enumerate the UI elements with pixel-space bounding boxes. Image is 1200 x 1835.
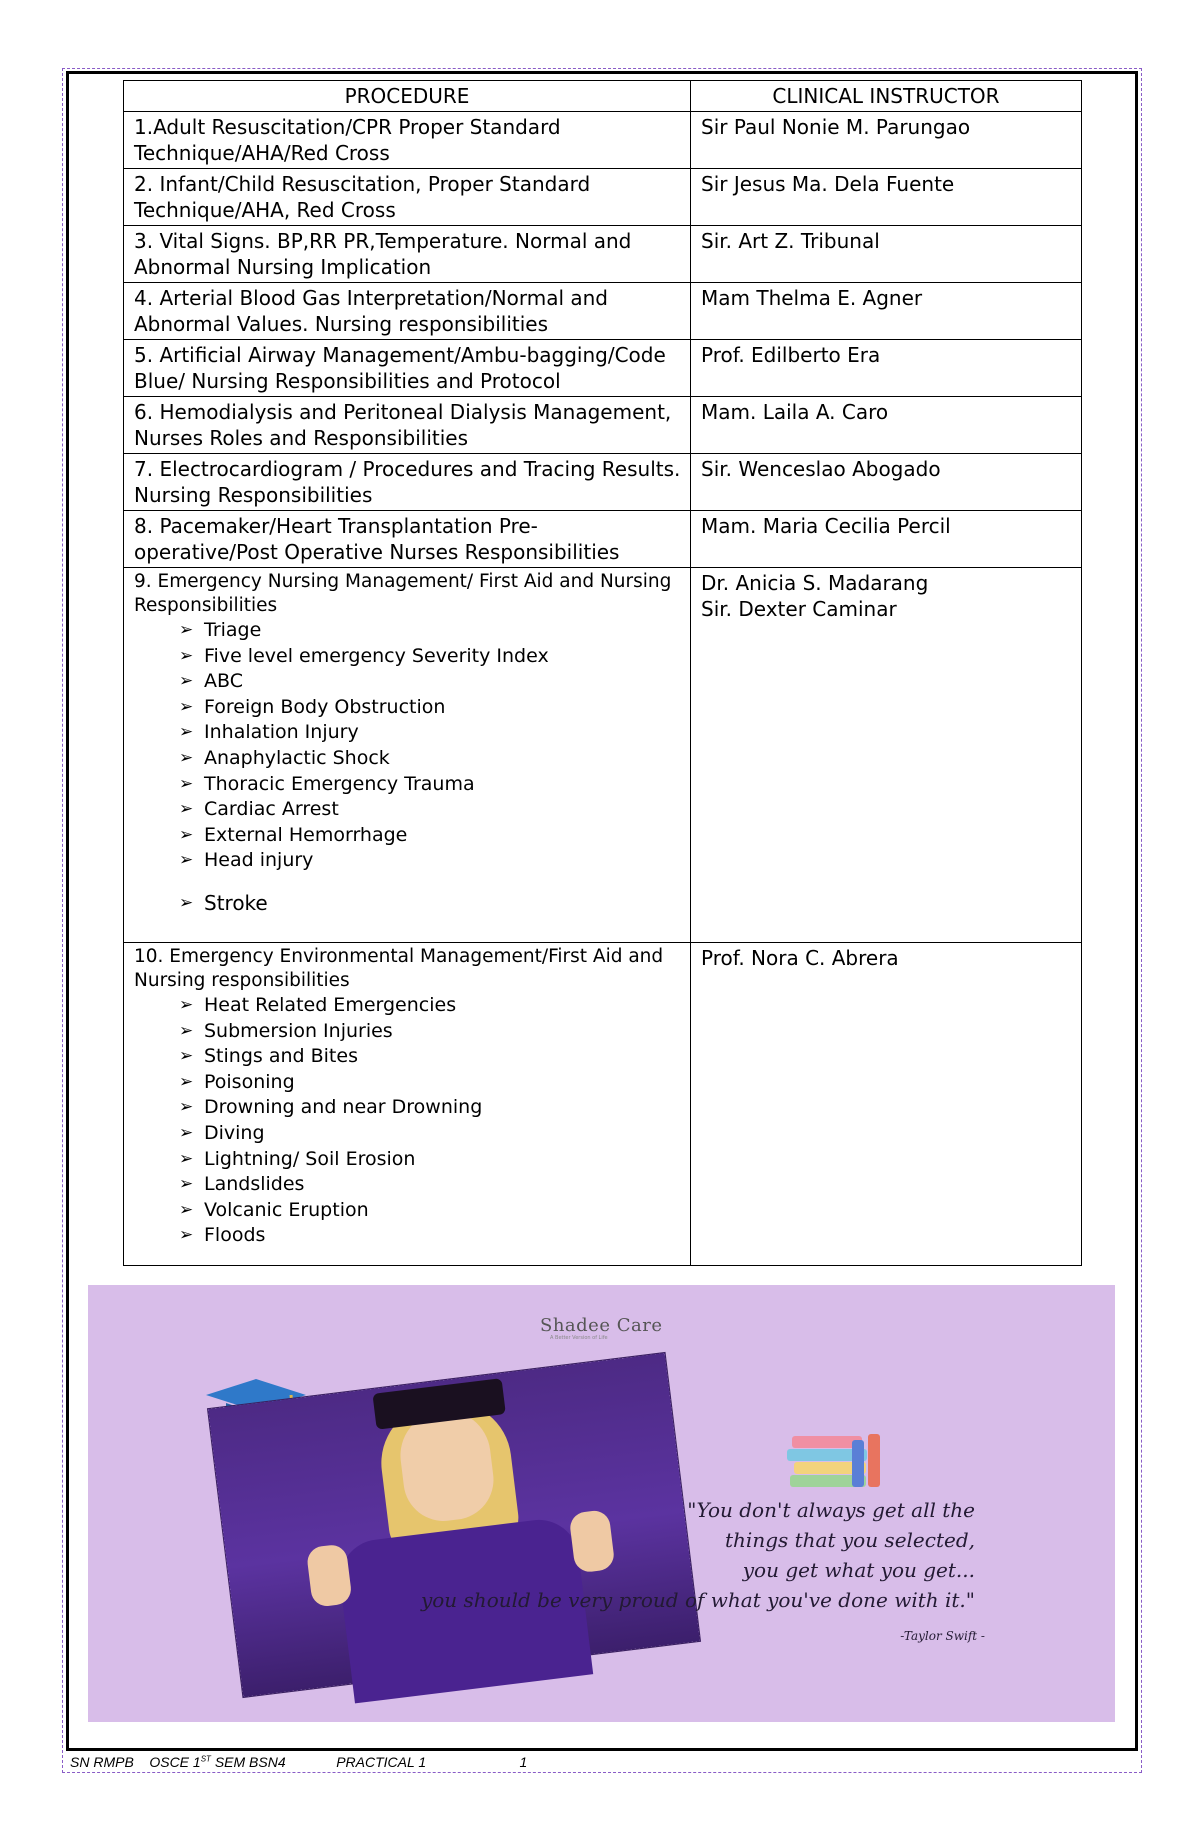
footer-superscript: ST <box>200 1754 211 1764</box>
instructor-cell: Prof. Edilberto Era <box>691 340 1082 397</box>
list-item: ➢ Five level emergency Severity Index <box>179 644 681 670</box>
quote-line: "You don't always get all the <box>687 1498 975 1522</box>
instructor-name: Dr. Anicia S. Madarang <box>701 571 929 595</box>
list-item: ➢ Head injury <box>179 848 681 874</box>
instructor-cell: Mam. Maria Cecilia Percil <box>691 511 1082 568</box>
table-row-environmental <box>124 943 1082 1266</box>
footer-left: SN RMPB OSCE 1 <box>70 1754 201 1770</box>
quote-author: -Taylor Swift - <box>900 1629 985 1643</box>
instructor-name: Sir. Dexter Caminar <box>701 597 897 621</box>
list-item: ➢ Volcanic Eruption <box>179 1198 681 1224</box>
instructor-cell: Sir. Art Z. Tribunal <box>691 226 1082 283</box>
footer-right: SEM BSN4 PRACTICAL 1 1 <box>210 1754 528 1770</box>
list-item: ➢ ABC <box>179 669 681 695</box>
list-item: ➢ Lightning/ Soil Erosion <box>179 1147 681 1173</box>
list-item: ➢ Anaphylactic Shock <box>179 746 681 772</box>
list-item: ➢ Stroke <box>179 891 681 917</box>
list-item: ➢ Stings and Bites <box>179 1044 681 1070</box>
photo-hand-left <box>306 1543 353 1607</box>
list-item: ➢ Drowning and near Drowning <box>179 1095 681 1121</box>
table-row <box>124 112 1082 169</box>
quote-text <box>420 1495 985 1651</box>
list-item: ➢ Inhalation Injury <box>179 720 681 746</box>
list-item: ➢ Floods <box>179 1223 681 1249</box>
procedure-cell: 8. Pacemaker/Heart Transplantation Pre-operative/Post Operative Nurses Responsibilities <box>124 511 691 568</box>
procedure-title: 10. Emergency Environmental Management/First Aid and Nursing responsibilities <box>134 946 664 991</box>
list-item: ➢ Landslides <box>179 1172 681 1198</box>
bullet-list <box>134 993 681 1249</box>
list-item: ➢ External Hemorrhage <box>179 823 681 849</box>
quote-line: you get what you get... <box>742 1558 975 1582</box>
table-header-row <box>124 81 1082 112</box>
instructor-cell: Mam. Laila A. Caro <box>691 397 1082 454</box>
bullet-list <box>134 618 681 917</box>
instructor-cell: Sir Jesus Ma. Dela Fuente <box>691 169 1082 226</box>
procedure-table <box>123 80 1082 1266</box>
list-item: ➢ Cardiac Arrest <box>179 797 681 823</box>
header-clinical-instructor: CLINICAL INSTRUCTOR <box>691 81 1082 112</box>
brand-logo: Shadee Care <box>540 1315 663 1336</box>
header-procedure: PROCEDURE <box>124 81 691 112</box>
procedure-title: 9. Emergency Nursing Management/ First Aid and Nursing Responsibilities <box>134 571 672 616</box>
quote-banner <box>88 1285 1115 1722</box>
list-item: ➢ Submersion Injuries <box>179 1019 681 1045</box>
procedure-cell: 6. Hemodialysis and Peritoneal Dialysis Management, Nurses Roles and Responsibilities <box>124 397 691 454</box>
table-row <box>124 340 1082 397</box>
quote-line: things that you selected, <box>725 1528 975 1552</box>
list-item: ➢ Poisoning <box>179 1070 681 1096</box>
instructor-cell: Sir. Wenceslao Abogado <box>691 454 1082 511</box>
table-row <box>124 511 1082 568</box>
table-row <box>124 397 1082 454</box>
quote-line: you should be very proud of what you've done with it." <box>420 1588 975 1612</box>
procedure-cell <box>124 943 691 1266</box>
instructor-cell: Prof. Nora C. Abrera <box>691 943 1082 1266</box>
procedure-cell: 7. Electrocardiogram / Procedures and Tracing Results. Nursing Responsibilities <box>124 454 691 511</box>
table-row <box>124 226 1082 283</box>
table-row-emergency-nursing <box>124 568 1082 943</box>
list-item: ➢ Foreign Body Obstruction <box>179 695 681 721</box>
instructor-cell <box>691 568 1082 943</box>
page-footer <box>70 1754 527 1770</box>
list-item: ➢ Triage <box>179 618 681 644</box>
procedure-cell: 3. Vital Signs. BP,RR PR,Temperature. Normal and Abnormal Nursing Implication <box>124 226 691 283</box>
table-row <box>124 169 1082 226</box>
procedure-cell: 1.Adult Resuscitation/CPR Proper Standard Technique/AHA/Red Cross <box>124 112 691 169</box>
procedure-cell: 5. Artificial Airway Management/Ambu-bagging/Code Blue/ Nursing Responsibilities and Protocol <box>124 340 691 397</box>
brand-tagline: A Better Version of Life <box>550 1335 608 1341</box>
books-icon <box>782 1430 892 1490</box>
list-item: ➢ Heat Related Emergencies <box>179 993 681 1019</box>
table-row <box>124 454 1082 511</box>
instructor-cell: Mam Thelma E. Agner <box>691 283 1082 340</box>
list-item: ➢ Diving <box>179 1121 681 1147</box>
procedure-cell <box>124 568 691 943</box>
list-item: ➢ Thoracic Emergency Trauma <box>179 772 681 798</box>
instructor-cell: Sir Paul Nonie M. Parungao <box>691 112 1082 169</box>
procedure-cell: 4. Arterial Blood Gas Interpretation/Normal and Abnormal Values. Nursing responsibilities <box>124 283 691 340</box>
table-row <box>124 283 1082 340</box>
procedure-cell: 2. Infant/Child Resuscitation, Proper Standard Technique/AHA, Red Cross <box>124 169 691 226</box>
